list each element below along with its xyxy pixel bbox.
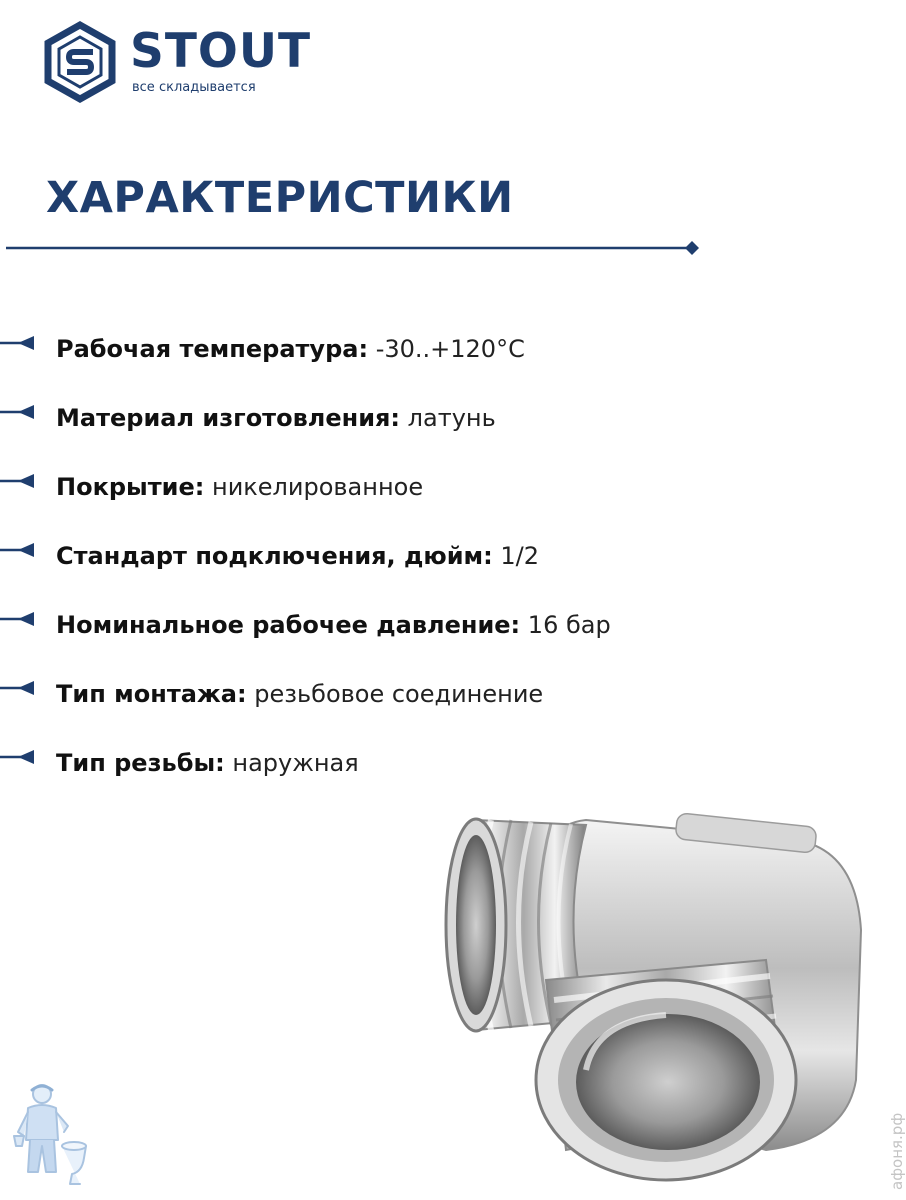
spec-value: наружная <box>232 749 359 777</box>
spec-item <box>0 391 860 460</box>
spec-label: Покрытие: <box>56 473 205 501</box>
spec-value: 1/2 <box>500 542 540 570</box>
nickel-elbow-fitting-icon <box>436 780 876 1180</box>
spec-list <box>0 322 860 805</box>
spec-label: Стандарт подключения, дюйм: <box>56 542 493 570</box>
arrow-marker-icon <box>0 405 34 419</box>
title-divider <box>6 240 706 256</box>
spec-label: Тип монтажа: <box>56 680 247 708</box>
spec-item <box>0 598 860 667</box>
spec-value: никелированное <box>212 473 424 501</box>
spec-label: Тип резьбы: <box>56 749 225 777</box>
plumber-mascot-icon <box>10 1080 90 1190</box>
spec-item <box>0 529 860 598</box>
arrow-marker-icon <box>0 681 34 695</box>
spec-value: латунь <box>407 404 496 432</box>
spec-label: Материал изготовления: <box>56 404 401 432</box>
watermark-text: афоня.рф <box>888 1112 906 1190</box>
arrow-marker-icon <box>0 750 34 764</box>
brand-name: STOUT <box>130 24 312 79</box>
spec-label: Рабочая температура: <box>56 335 369 363</box>
arrow-marker-icon <box>0 543 34 557</box>
arrow-marker-icon <box>0 474 34 488</box>
spec-value: резьбовое соединение <box>254 680 544 708</box>
spec-value: -30..+120°C <box>375 335 525 363</box>
spec-item <box>0 667 860 736</box>
arrow-marker-icon <box>0 612 34 626</box>
spec-item <box>0 460 860 529</box>
brand-slogan: все складывается <box>132 80 256 95</box>
arrow-marker-icon <box>0 336 34 350</box>
spec-item <box>0 322 860 391</box>
spec-label: Номинальное рабочее давление: <box>56 611 521 639</box>
page-title: ХАРАКТЕРИСТИКИ <box>46 173 514 223</box>
stout-hexagon-logo-icon <box>44 22 116 102</box>
spec-value: 16 бар <box>527 611 611 639</box>
watermark <box>866 1090 906 1190</box>
brand-logo <box>44 22 312 102</box>
